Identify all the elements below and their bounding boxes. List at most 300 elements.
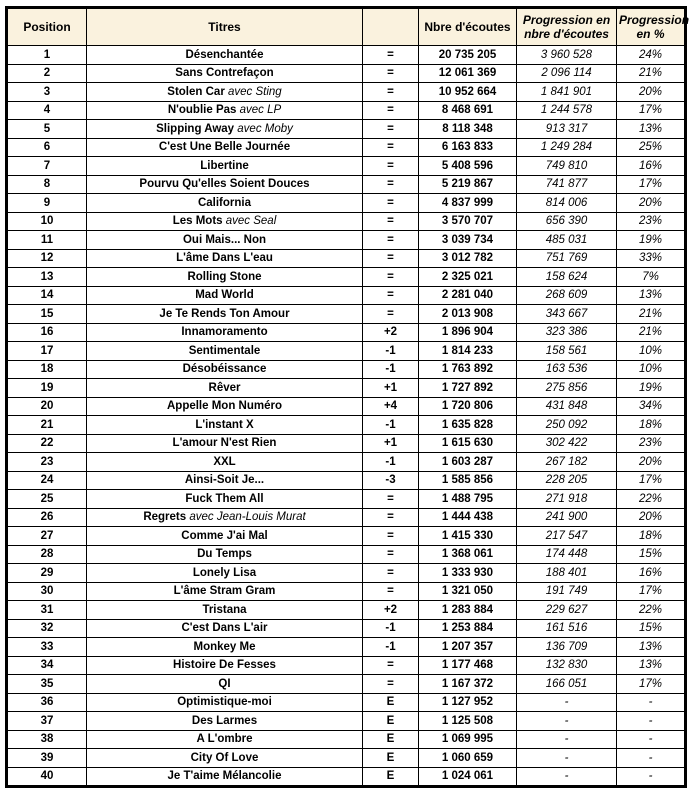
movement-cell: -1 bbox=[363, 360, 419, 379]
title-text: Comme J'ai Mal bbox=[181, 529, 268, 542]
pct-cell: 24% bbox=[617, 46, 686, 65]
title-cell bbox=[87, 342, 363, 361]
title-cell bbox=[87, 490, 363, 509]
delta-cell: 161 516 bbox=[517, 619, 617, 638]
title-cell bbox=[87, 268, 363, 287]
pct-cell: - bbox=[617, 730, 686, 749]
position-cell: 16 bbox=[7, 323, 87, 342]
position-cell: 14 bbox=[7, 286, 87, 305]
title-text: California bbox=[197, 196, 252, 209]
title-text: Fuck Them All bbox=[185, 492, 264, 505]
position-cell: 33 bbox=[7, 638, 87, 657]
pct-cell: - bbox=[617, 712, 686, 731]
table-row bbox=[7, 508, 686, 527]
title-text: Rêver bbox=[208, 381, 241, 394]
title-cell bbox=[87, 379, 363, 398]
title-text: Slipping Away bbox=[156, 122, 235, 135]
movement-cell: = bbox=[363, 286, 419, 305]
title-text: Sans Contrefaçon bbox=[175, 67, 274, 80]
table-row bbox=[7, 120, 686, 139]
title-cell bbox=[87, 527, 363, 546]
delta-cell: 228 205 bbox=[517, 471, 617, 490]
title-cell bbox=[87, 101, 363, 120]
position-cell: 40 bbox=[7, 767, 87, 787]
delta-cell: - bbox=[517, 712, 617, 731]
delta-cell: 267 182 bbox=[517, 453, 617, 472]
listens-cell: 8 468 691 bbox=[419, 101, 517, 120]
position-cell: 37 bbox=[7, 712, 87, 731]
table-row bbox=[7, 619, 686, 638]
table-row bbox=[7, 157, 686, 176]
delta-cell: 241 900 bbox=[517, 508, 617, 527]
movement-cell: -1 bbox=[363, 638, 419, 657]
position-cell: 8 bbox=[7, 175, 87, 194]
title-cell bbox=[87, 416, 363, 435]
title-cell bbox=[87, 453, 363, 472]
pct-cell: 22% bbox=[617, 601, 686, 620]
delta-cell: 136 709 bbox=[517, 638, 617, 657]
movement-cell: = bbox=[363, 194, 419, 213]
listens-cell: 1 333 930 bbox=[419, 564, 517, 583]
movement-cell: -1 bbox=[363, 453, 419, 472]
movement-cell: = bbox=[363, 527, 419, 546]
header-pct: Progression en % bbox=[617, 8, 686, 46]
title-text: Rolling Stone bbox=[187, 270, 262, 283]
pct-cell: 34% bbox=[617, 397, 686, 416]
position-cell: 26 bbox=[7, 508, 87, 527]
title-text: L'âme Dans L'eau bbox=[176, 252, 273, 265]
title-text: Tristana bbox=[202, 603, 247, 616]
delta-cell: 1 244 578 bbox=[517, 101, 617, 120]
movement-cell: -1 bbox=[363, 619, 419, 638]
title-cell bbox=[87, 767, 363, 787]
pct-cell: 17% bbox=[617, 101, 686, 120]
table-row bbox=[7, 268, 686, 287]
movement-cell: = bbox=[363, 64, 419, 83]
movement-cell: = bbox=[363, 212, 419, 231]
listens-cell: 2 281 040 bbox=[419, 286, 517, 305]
position-cell: 39 bbox=[7, 749, 87, 768]
title-cell bbox=[87, 212, 363, 231]
delta-cell: 323 386 bbox=[517, 323, 617, 342]
position-cell: 30 bbox=[7, 582, 87, 601]
title-text: Oui Mais... Non bbox=[182, 233, 267, 246]
delta-cell: 1 841 901 bbox=[517, 83, 617, 102]
title-cell bbox=[87, 693, 363, 712]
title-cell bbox=[87, 434, 363, 453]
delta-cell: 431 848 bbox=[517, 397, 617, 416]
title-text: Lonely Lisa bbox=[192, 566, 257, 579]
delta-cell: 749 810 bbox=[517, 157, 617, 176]
title-text: A L'ombre bbox=[196, 733, 253, 746]
pct-cell: 20% bbox=[617, 83, 686, 102]
delta-cell: 158 561 bbox=[517, 342, 617, 361]
movement-cell: = bbox=[363, 545, 419, 564]
listens-cell: 2 013 908 bbox=[419, 305, 517, 324]
title-text: L'instant X bbox=[195, 418, 254, 431]
pct-cell: 21% bbox=[617, 305, 686, 324]
listens-cell: 5 408 596 bbox=[419, 157, 517, 176]
table-row bbox=[7, 138, 686, 157]
table-row bbox=[7, 601, 686, 620]
delta-cell: 268 609 bbox=[517, 286, 617, 305]
delta-cell: 751 769 bbox=[517, 249, 617, 268]
table-row bbox=[7, 175, 686, 194]
table-row bbox=[7, 730, 686, 749]
title-feat-text: avec Moby bbox=[234, 122, 293, 135]
listens-cell: 20 735 205 bbox=[419, 46, 517, 65]
table-row bbox=[7, 582, 686, 601]
table-row bbox=[7, 712, 686, 731]
title-cell bbox=[87, 508, 363, 527]
listens-cell: 1 444 438 bbox=[419, 508, 517, 527]
position-cell: 36 bbox=[7, 693, 87, 712]
title-text: Les Mots bbox=[172, 215, 223, 228]
position-cell: 23 bbox=[7, 453, 87, 472]
table-row bbox=[7, 397, 686, 416]
title-cell bbox=[87, 360, 363, 379]
listens-cell: 1 896 904 bbox=[419, 323, 517, 342]
pct-cell: 13% bbox=[617, 120, 686, 139]
listens-cell: 3 570 707 bbox=[419, 212, 517, 231]
table-row bbox=[7, 305, 686, 324]
pct-cell: 15% bbox=[617, 619, 686, 638]
delta-cell: 229 627 bbox=[517, 601, 617, 620]
movement-cell: E bbox=[363, 730, 419, 749]
delta-cell: 191 749 bbox=[517, 582, 617, 601]
title-text: Libertine bbox=[200, 159, 249, 172]
position-cell: 21 bbox=[7, 416, 87, 435]
listens-cell: 1 125 508 bbox=[419, 712, 517, 731]
pct-cell: 7% bbox=[617, 268, 686, 287]
pct-cell: 17% bbox=[617, 175, 686, 194]
title-text: Pourvu Qu'elles Soient Douces bbox=[139, 178, 310, 191]
position-cell: 19 bbox=[7, 379, 87, 398]
listens-cell: 10 952 664 bbox=[419, 83, 517, 102]
movement-cell: -3 bbox=[363, 471, 419, 490]
listens-cell: 12 061 369 bbox=[419, 64, 517, 83]
listens-cell: 1 720 806 bbox=[419, 397, 517, 416]
position-cell: 4 bbox=[7, 101, 87, 120]
pct-cell: 20% bbox=[617, 508, 686, 527]
title-cell bbox=[87, 675, 363, 694]
delta-cell: 217 547 bbox=[517, 527, 617, 546]
position-cell: 32 bbox=[7, 619, 87, 638]
listens-cell: 3 039 734 bbox=[419, 231, 517, 250]
delta-cell: - bbox=[517, 730, 617, 749]
movement-cell: E bbox=[363, 767, 419, 787]
title-text: Histoire De Fesses bbox=[173, 659, 276, 672]
title-text: Optimistique-moi bbox=[177, 696, 272, 709]
title-text: C'est Dans L'air bbox=[181, 622, 268, 635]
title-text: Désenchantée bbox=[185, 48, 264, 61]
pct-cell: 17% bbox=[617, 675, 686, 694]
title-cell bbox=[87, 46, 363, 65]
position-cell: 12 bbox=[7, 249, 87, 268]
listens-cell: 1 763 892 bbox=[419, 360, 517, 379]
header-position: Position bbox=[7, 8, 87, 46]
delta-cell: - bbox=[517, 749, 617, 768]
table-row bbox=[7, 249, 686, 268]
listens-cell: 1 283 884 bbox=[419, 601, 517, 620]
position-cell: 31 bbox=[7, 601, 87, 620]
movement-cell: = bbox=[363, 582, 419, 601]
movement-cell: = bbox=[363, 138, 419, 157]
table-row bbox=[7, 231, 686, 250]
pct-cell: 13% bbox=[617, 638, 686, 657]
pct-cell: 13% bbox=[617, 286, 686, 305]
movement-cell: = bbox=[363, 231, 419, 250]
pct-cell: - bbox=[617, 767, 686, 787]
title-text: Je Te Rends Ton Amour bbox=[159, 307, 290, 320]
pct-cell: 16% bbox=[617, 157, 686, 176]
movement-cell: = bbox=[363, 101, 419, 120]
title-cell bbox=[87, 249, 363, 268]
movement-cell: = bbox=[363, 83, 419, 102]
position-cell: 15 bbox=[7, 305, 87, 324]
listens-cell: 1 585 856 bbox=[419, 471, 517, 490]
pct-cell: 23% bbox=[617, 212, 686, 231]
title-cell bbox=[87, 157, 363, 176]
position-cell: 5 bbox=[7, 120, 87, 139]
title-cell bbox=[87, 545, 363, 564]
listens-cell: 1 167 372 bbox=[419, 675, 517, 694]
listens-cell: 5 219 867 bbox=[419, 175, 517, 194]
table-row bbox=[7, 416, 686, 435]
position-cell: 38 bbox=[7, 730, 87, 749]
title-feat-text: avec LP bbox=[236, 104, 282, 117]
listens-cell: 4 837 999 bbox=[419, 194, 517, 213]
listens-cell: 1 207 357 bbox=[419, 638, 517, 657]
listens-cell: 1 069 995 bbox=[419, 730, 517, 749]
table-row bbox=[7, 46, 686, 65]
title-cell bbox=[87, 64, 363, 83]
position-cell: 22 bbox=[7, 434, 87, 453]
title-cell bbox=[87, 305, 363, 324]
title-text: L'amour N'est Rien bbox=[172, 437, 277, 450]
table-row bbox=[7, 564, 686, 583]
delta-cell: 250 092 bbox=[517, 416, 617, 435]
movement-cell: = bbox=[363, 490, 419, 509]
pct-cell: 20% bbox=[617, 194, 686, 213]
delta-cell: 271 918 bbox=[517, 490, 617, 509]
listens-cell: 1 488 795 bbox=[419, 490, 517, 509]
listens-cell: 1 127 952 bbox=[419, 693, 517, 712]
pct-cell: 18% bbox=[617, 527, 686, 546]
position-cell: 6 bbox=[7, 138, 87, 157]
pct-cell: 22% bbox=[617, 490, 686, 509]
title-cell bbox=[87, 656, 363, 675]
movement-cell: E bbox=[363, 749, 419, 768]
title-cell bbox=[87, 175, 363, 194]
title-text: L'âme Stram Gram bbox=[173, 585, 276, 598]
movement-cell: = bbox=[363, 508, 419, 527]
title-cell bbox=[87, 120, 363, 139]
title-feat-text: avec Seal bbox=[222, 215, 277, 228]
delta-cell: 163 536 bbox=[517, 360, 617, 379]
pct-cell: 33% bbox=[617, 249, 686, 268]
table-row bbox=[7, 434, 686, 453]
header-row bbox=[7, 8, 686, 46]
title-cell bbox=[87, 471, 363, 490]
position-cell: 11 bbox=[7, 231, 87, 250]
position-cell: 2 bbox=[7, 64, 87, 83]
listens-cell: 1 814 233 bbox=[419, 342, 517, 361]
title-feat-text: avec Jean-Louis Murat bbox=[186, 511, 306, 524]
title-text: Appelle Mon Numéro bbox=[166, 400, 282, 413]
title-text: N'oublie Pas bbox=[167, 104, 237, 117]
delta-cell: 275 856 bbox=[517, 379, 617, 398]
title-cell bbox=[87, 397, 363, 416]
movement-cell: = bbox=[363, 656, 419, 675]
table-row bbox=[7, 360, 686, 379]
position-cell: 20 bbox=[7, 397, 87, 416]
pct-cell: 10% bbox=[617, 342, 686, 361]
title-cell bbox=[87, 83, 363, 102]
title-text: Désobéissance bbox=[182, 363, 267, 376]
table-row bbox=[7, 471, 686, 490]
title-text: Sentimentale bbox=[188, 344, 261, 357]
delta-cell: 166 051 bbox=[517, 675, 617, 694]
delta-cell: 343 667 bbox=[517, 305, 617, 324]
position-cell: 18 bbox=[7, 360, 87, 379]
table-row bbox=[7, 693, 686, 712]
pct-cell: 10% bbox=[617, 360, 686, 379]
listens-cell: 1 253 884 bbox=[419, 619, 517, 638]
movement-cell: = bbox=[363, 268, 419, 287]
title-cell bbox=[87, 231, 363, 250]
delta-cell: 485 031 bbox=[517, 231, 617, 250]
listens-cell: 3 012 782 bbox=[419, 249, 517, 268]
title-text: QI bbox=[218, 677, 231, 690]
delta-cell: 158 624 bbox=[517, 268, 617, 287]
table-row bbox=[7, 323, 686, 342]
table-row bbox=[7, 286, 686, 305]
pct-cell: 21% bbox=[617, 64, 686, 83]
title-cell bbox=[87, 138, 363, 157]
movement-cell: = bbox=[363, 249, 419, 268]
table-row bbox=[7, 749, 686, 768]
listens-cell: 1 177 468 bbox=[419, 656, 517, 675]
title-cell bbox=[87, 638, 363, 657]
title-text: Stolen Car bbox=[167, 85, 225, 98]
title-cell bbox=[87, 749, 363, 768]
position-cell: 7 bbox=[7, 157, 87, 176]
songs-ranking-table bbox=[5, 6, 687, 788]
pct-cell: 25% bbox=[617, 138, 686, 157]
table-row bbox=[7, 64, 686, 83]
title-cell bbox=[87, 323, 363, 342]
position-cell: 29 bbox=[7, 564, 87, 583]
movement-cell: +1 bbox=[363, 379, 419, 398]
delta-cell: 741 877 bbox=[517, 175, 617, 194]
position-cell: 28 bbox=[7, 545, 87, 564]
listens-cell: 1 368 061 bbox=[419, 545, 517, 564]
pct-cell: - bbox=[617, 693, 686, 712]
table-row bbox=[7, 656, 686, 675]
pct-cell: 20% bbox=[617, 453, 686, 472]
table-row bbox=[7, 545, 686, 564]
movement-cell: = bbox=[363, 157, 419, 176]
pct-cell: 17% bbox=[617, 582, 686, 601]
title-text: Je T'aime Mélancolie bbox=[167, 770, 282, 783]
title-text: Monkey Me bbox=[193, 640, 256, 653]
table-row bbox=[7, 379, 686, 398]
pct-cell: 17% bbox=[617, 471, 686, 490]
pct-cell: 19% bbox=[617, 379, 686, 398]
position-cell: 27 bbox=[7, 527, 87, 546]
title-cell bbox=[87, 286, 363, 305]
position-cell: 35 bbox=[7, 675, 87, 694]
title-cell bbox=[87, 730, 363, 749]
delta-cell: 814 006 bbox=[517, 194, 617, 213]
delta-cell: 1 249 284 bbox=[517, 138, 617, 157]
title-feat-text: avec Sting bbox=[224, 85, 282, 98]
movement-cell: = bbox=[363, 305, 419, 324]
movement-cell: E bbox=[363, 693, 419, 712]
pct-cell: 21% bbox=[617, 323, 686, 342]
movement-cell: +4 bbox=[363, 397, 419, 416]
movement-cell: = bbox=[363, 564, 419, 583]
delta-cell: 913 317 bbox=[517, 120, 617, 139]
delta-cell: 656 390 bbox=[517, 212, 617, 231]
delta-cell: 3 960 528 bbox=[517, 46, 617, 65]
delta-cell: 2 096 114 bbox=[517, 64, 617, 83]
table-row bbox=[7, 527, 686, 546]
table-row bbox=[7, 638, 686, 657]
header-listens: Nbre d'écoutes bbox=[419, 8, 517, 46]
position-cell: 1 bbox=[7, 46, 87, 65]
title-cell bbox=[87, 712, 363, 731]
position-cell: 25 bbox=[7, 490, 87, 509]
position-cell: 3 bbox=[7, 83, 87, 102]
listens-cell: 1 603 287 bbox=[419, 453, 517, 472]
title-text: Des Larmes bbox=[191, 714, 258, 727]
header-movement bbox=[363, 8, 419, 46]
position-cell: 24 bbox=[7, 471, 87, 490]
title-text: C'est Une Belle Journée bbox=[158, 141, 291, 154]
table-body bbox=[7, 46, 686, 787]
table-row bbox=[7, 101, 686, 120]
title-text: Regrets bbox=[143, 511, 187, 524]
title-text: City Of Love bbox=[190, 751, 259, 764]
position-cell: 34 bbox=[7, 656, 87, 675]
table-row bbox=[7, 194, 686, 213]
listens-cell: 2 325 021 bbox=[419, 268, 517, 287]
pct-cell: 15% bbox=[617, 545, 686, 564]
table-row bbox=[7, 675, 686, 694]
delta-cell: - bbox=[517, 693, 617, 712]
table-row bbox=[7, 212, 686, 231]
listens-cell: 1 024 061 bbox=[419, 767, 517, 787]
title-cell bbox=[87, 582, 363, 601]
header-delta: Progression en nbre d'écoutes bbox=[517, 8, 617, 46]
delta-cell: 302 422 bbox=[517, 434, 617, 453]
position-cell: 10 bbox=[7, 212, 87, 231]
listens-cell: 1 635 828 bbox=[419, 416, 517, 435]
table-row bbox=[7, 767, 686, 787]
delta-cell: - bbox=[517, 767, 617, 787]
table-row bbox=[7, 453, 686, 472]
listens-cell: 1 060 659 bbox=[419, 749, 517, 768]
title-cell bbox=[87, 194, 363, 213]
pct-cell: 23% bbox=[617, 434, 686, 453]
movement-cell: +1 bbox=[363, 434, 419, 453]
title-text: Du Temps bbox=[197, 548, 252, 561]
header-titres: Titres bbox=[87, 8, 363, 46]
movement-cell: +2 bbox=[363, 323, 419, 342]
pct-cell: 16% bbox=[617, 564, 686, 583]
